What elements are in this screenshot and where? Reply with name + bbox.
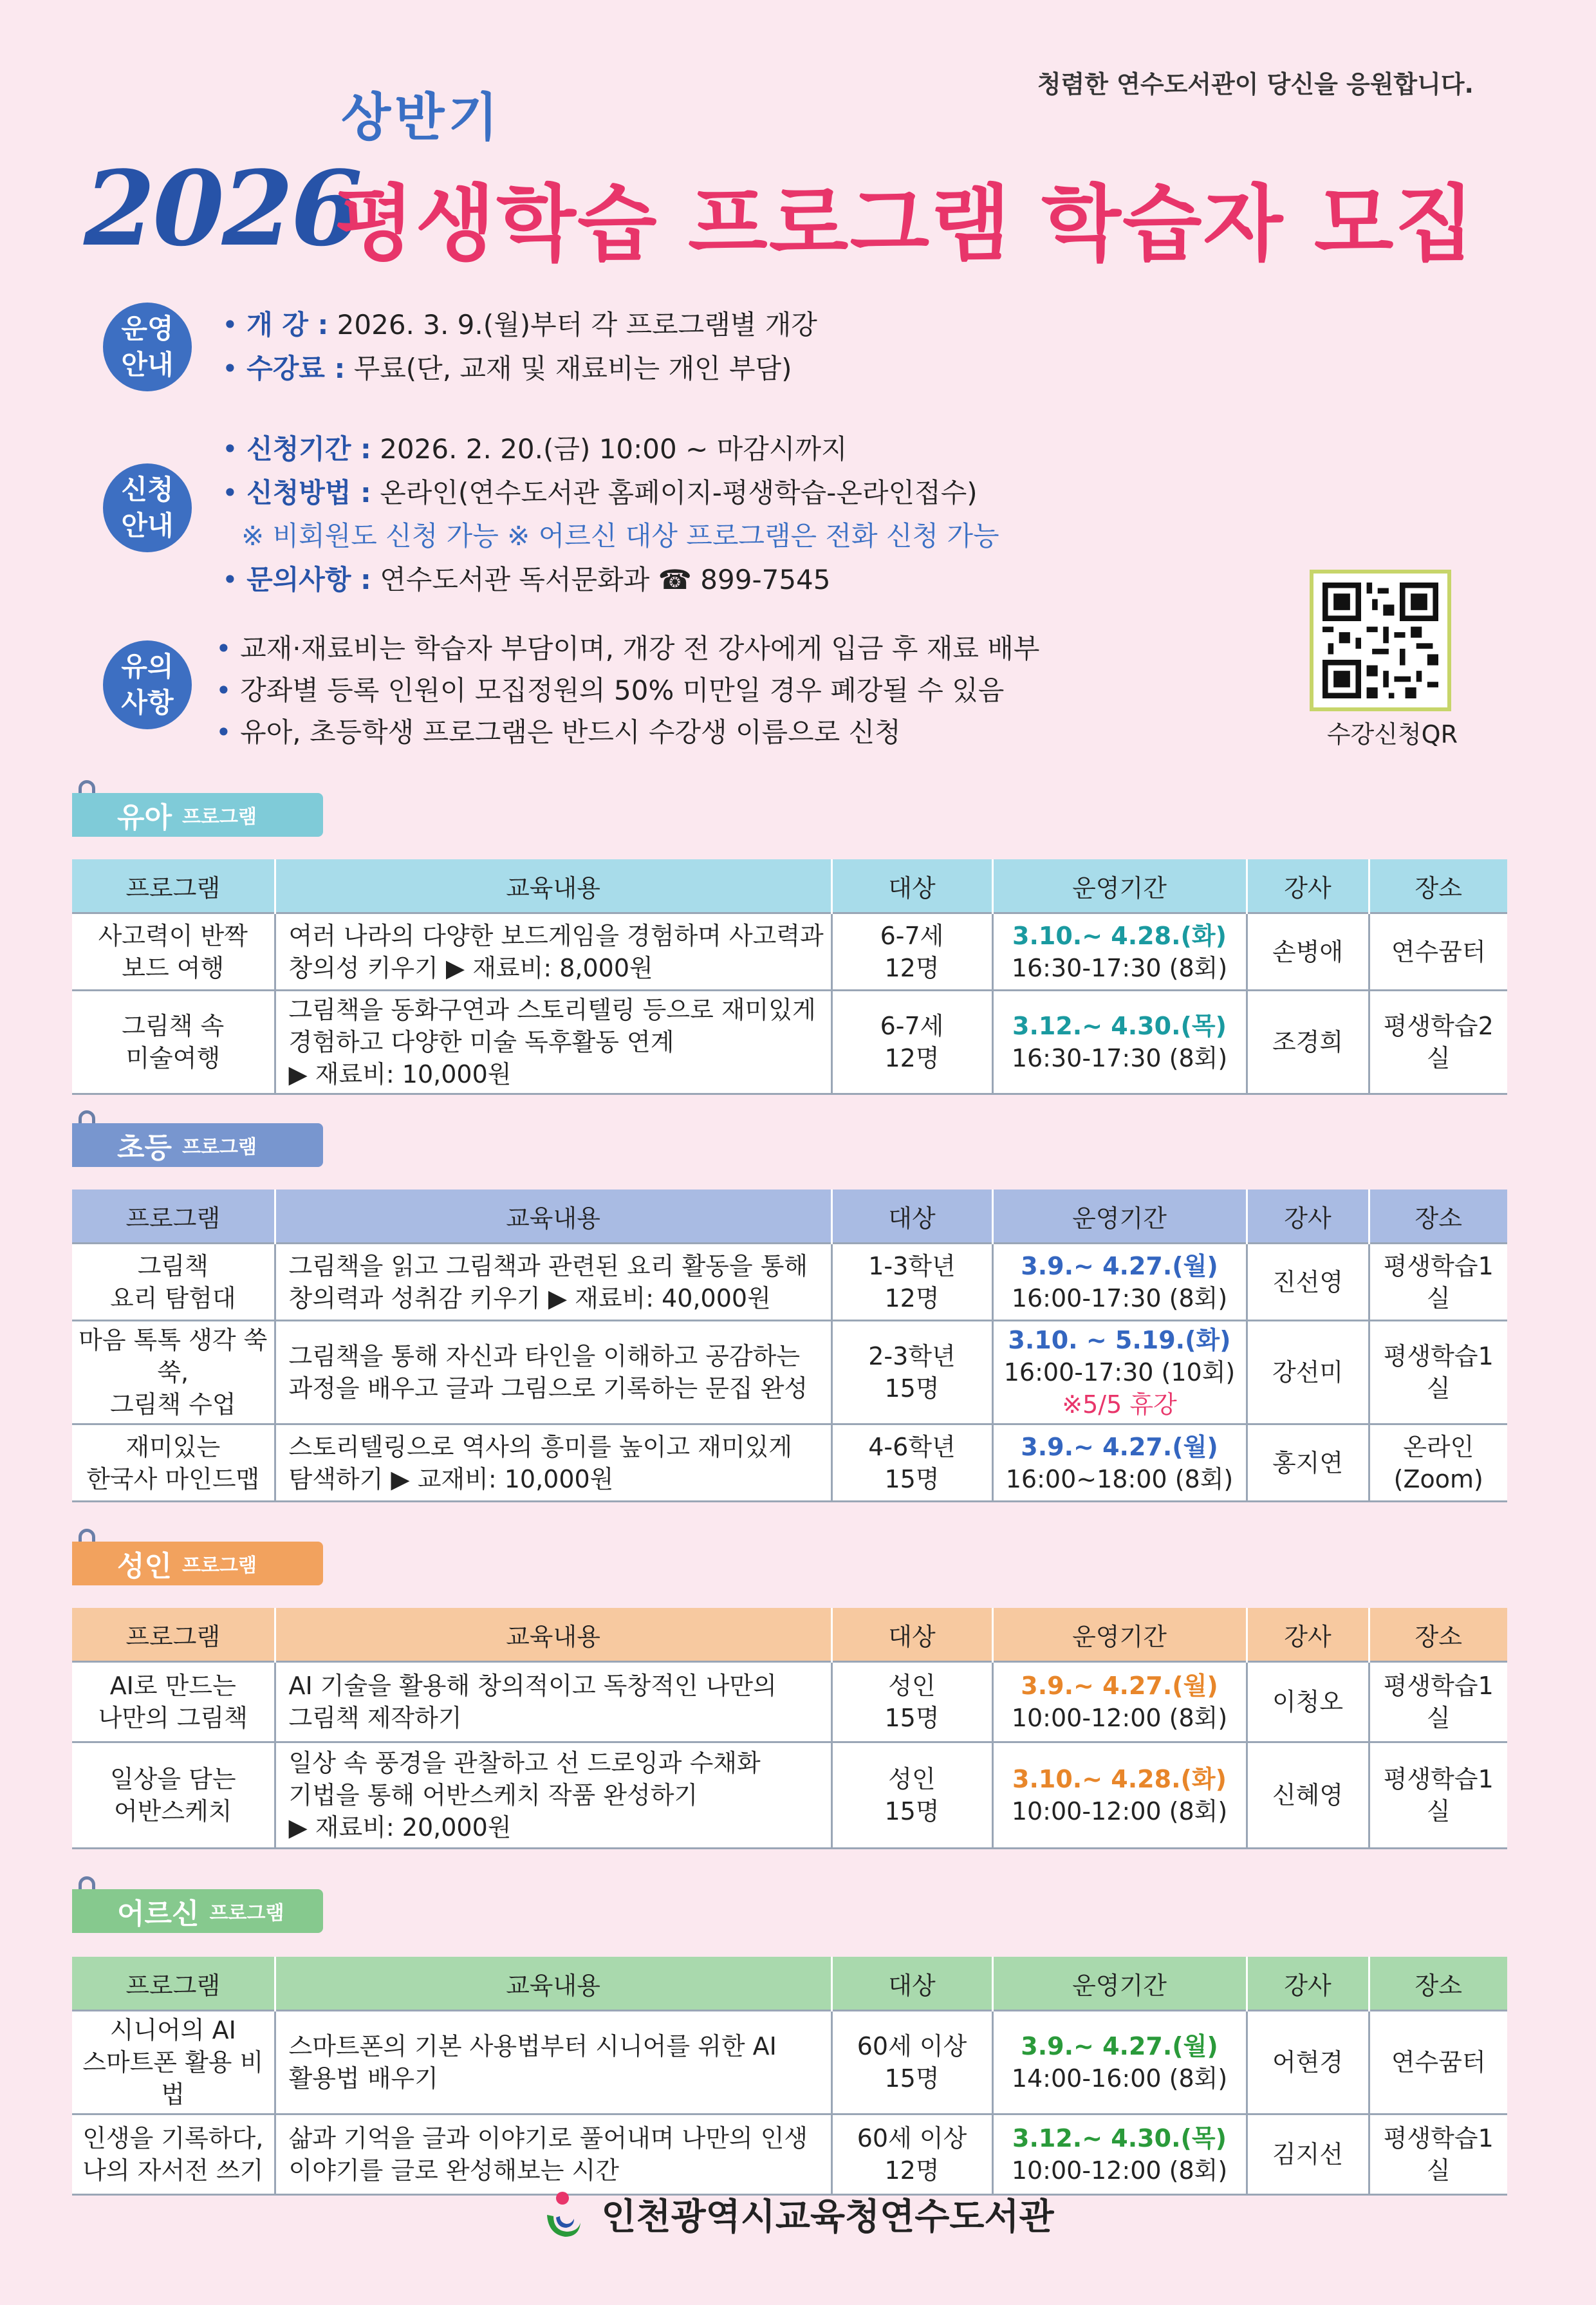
place-cell	[1369, 913, 1507, 991]
program-name-cell	[72, 913, 275, 991]
time-range: 10:00-12:00 (8회)	[1011, 1704, 1228, 1732]
content-cell	[275, 913, 831, 991]
program-name-cell	[72, 1244, 275, 1321]
table-header: 대상	[831, 859, 992, 913]
time-range: 10:00-12:00 (8회)	[1011, 1797, 1228, 1825]
program-name-cell	[72, 1742, 275, 1849]
program-name-line: 요리 탐험대	[109, 1283, 236, 1312]
table-row	[72, 1244, 1507, 1321]
table-header: 강사	[1247, 859, 1369, 913]
content-cell	[275, 1662, 831, 1742]
target-cell	[831, 991, 992, 1094]
table-row	[72, 2114, 1507, 2195]
target-line: 성인	[888, 1672, 936, 1700]
page-title: 평생학습 프로그램 학습자 모집	[335, 176, 1476, 272]
table-header: 강사	[1247, 1957, 1369, 2011]
content-line: 창의성 키우기 ▶ 재료비: 8,000원	[288, 953, 653, 982]
table-header: 장소	[1369, 1957, 1507, 2011]
table-row	[72, 1662, 1507, 1742]
teacher-name: 홍지연	[1272, 1448, 1344, 1477]
table-header: 강사	[1247, 1608, 1369, 1662]
period-cell	[992, 2011, 1247, 2114]
program-name-line: 시니어의 AI	[109, 2016, 236, 2044]
date-range: 3.9.~ 4.27.(월)	[1021, 2032, 1218, 2060]
teacher-name: 진선영	[1272, 1267, 1344, 1296]
teacher-cell	[1247, 1321, 1369, 1424]
content-cell	[275, 2011, 831, 2114]
holiday-note: ※5/5 휴강	[1062, 1390, 1177, 1419]
period-cell	[992, 2114, 1247, 2195]
section-tag-sublabel: 프로그램	[182, 806, 257, 828]
caution-badge: 유의 사항	[103, 640, 192, 729]
target-line: 6-7세	[880, 1012, 944, 1040]
time-range: 16:00~18:00 (8회)	[1005, 1464, 1234, 1493]
place-cell	[1369, 1424, 1507, 1502]
place-name: 연수꿈터	[1391, 937, 1486, 966]
table-header: 장소	[1369, 859, 1507, 913]
content-cell	[275, 1244, 831, 1321]
target-line: 2-3학년	[868, 1342, 956, 1370]
year-title: 2026	[84, 148, 360, 269]
content-line: 그림책을 동화구연과 스토리텔링 등으로 재미있게	[288, 996, 816, 1024]
place-cell	[1369, 2114, 1507, 2195]
program-name-line: 미술여행	[125, 1044, 221, 1072]
teacher-name: 이청오	[1272, 1688, 1344, 1716]
table-header: 운영기간	[992, 1957, 1247, 2011]
content-line: AI 기술을 활용해 창의적이고 독창적인 나만의	[288, 1672, 777, 1700]
period-cell	[992, 1244, 1247, 1321]
place-cell	[1369, 2011, 1507, 2114]
teacher-cell	[1247, 1742, 1369, 1849]
qr-code[interactable]	[1310, 570, 1451, 711]
table-row	[72, 2011, 1507, 2114]
apply-badge: 신청 안내	[103, 463, 192, 552]
table-header: 프로그램	[72, 1190, 275, 1244]
content-line: 이야기를 글로 완성해보는 시간	[288, 2156, 619, 2185]
teacher-cell	[1247, 913, 1369, 991]
program-name-line: 나만의 그림책	[98, 1704, 248, 1732]
place-name: 평생학습2실	[1383, 1012, 1494, 1072]
period-cell	[992, 1662, 1247, 1742]
program-name-cell	[72, 2114, 275, 2195]
qr-label: 수강신청QR	[1326, 720, 1458, 749]
content-cell	[275, 991, 831, 1094]
program-name-line: 그림책 수업	[109, 1390, 236, 1419]
date-range: 3.9.~ 4.27.(월)	[1021, 1432, 1218, 1461]
program-name-line: 보드 여행	[122, 953, 225, 982]
content-line: 그림책을 읽고 그림책과 관련된 요리 활동을 통해	[288, 1251, 808, 1280]
place-cell	[1369, 991, 1507, 1094]
teacher-name: 김지선	[1272, 2140, 1344, 2169]
program-name-cell	[72, 991, 275, 1094]
period-cell	[992, 1742, 1247, 1849]
target-line: 60세 이상	[857, 2124, 967, 2152]
library-logo-icon	[542, 2189, 583, 2239]
table-header: 운영기간	[992, 1608, 1247, 1662]
table-header: 프로그램	[72, 1957, 275, 2011]
program-name-line: 사고력이 반짝	[98, 921, 248, 950]
content-line: 활용법 배우기	[288, 2064, 438, 2093]
footer: 인천광역시교육청연수도서관	[0, 2188, 1596, 2240]
place-cell	[1369, 1321, 1507, 1424]
capacity-line: 12명	[884, 1283, 940, 1312]
capacity-line: 15명	[884, 2064, 940, 2093]
content-line: ▶ 재료비: 20,000원	[288, 1813, 512, 1842]
target-line: 1-3학년	[868, 1251, 956, 1280]
table-header: 운영기간	[992, 859, 1247, 913]
table-header: 교육내용	[275, 1957, 831, 2011]
program-name-line: 그림책 속	[122, 1012, 225, 1040]
capacity-line: 12명	[884, 953, 940, 982]
place-cell	[1369, 1742, 1507, 1849]
program-name-line: 그림책	[137, 1251, 209, 1280]
time-range: 16:30-17:30 (8회)	[1011, 1044, 1228, 1072]
table-header: 교육내용	[275, 859, 831, 913]
subtitle: 상반기	[341, 88, 502, 147]
teacher-name: 신혜영	[1272, 1781, 1344, 1809]
teacher-cell	[1247, 991, 1369, 1094]
date-range: 3.10.~ 4.28.(화)	[1012, 921, 1227, 950]
table-header: 프로그램	[72, 1608, 275, 1662]
target-line: 성인	[888, 1765, 936, 1793]
place-name: 평생학습1실	[1383, 2124, 1494, 2185]
qr-code-icon	[1322, 583, 1438, 698]
period-cell	[992, 1321, 1247, 1424]
target-cell	[831, 1244, 992, 1321]
program-name-cell	[72, 2011, 275, 2114]
section-tag-label: 초등	[117, 1132, 172, 1164]
place-name: 평생학습1실	[1383, 1342, 1494, 1403]
target-cell	[831, 1321, 992, 1424]
content-line: ▶ 재료비: 10,000원	[288, 1060, 512, 1088]
program-name-line: 어반스케치	[113, 1797, 232, 1825]
time-range: 14:00-16:00 (8회)	[1011, 2064, 1228, 2093]
teacher-cell	[1247, 1662, 1369, 1742]
program-name-line: 마음 톡톡 생각 쑥쑥,	[79, 1326, 268, 1386]
table-header: 강사	[1247, 1190, 1369, 1244]
table-header: 장소	[1369, 1190, 1507, 1244]
teacher-cell	[1247, 2114, 1369, 2195]
time-range: 16:00-17:30 (10회)	[1003, 1358, 1236, 1386]
date-range: 3.12.~ 4.30.(목)	[1012, 1012, 1227, 1040]
capacity-line: 12명	[884, 1044, 940, 1072]
program-name-cell	[72, 1424, 275, 1502]
caution-line-2: • 강좌별 등록 인원이 모집정원의 50% 미만일 경우 폐강될 수 있음	[216, 675, 1005, 706]
target-cell	[831, 1662, 992, 1742]
target-line: 6-7세	[880, 921, 944, 950]
table-header: 프로그램	[72, 859, 275, 913]
content-cell	[275, 1424, 831, 1502]
table-header: 운영기간	[992, 1190, 1247, 1244]
time-range: 10:00-12:00 (8회)	[1011, 2156, 1228, 2185]
program-name-line: 재미있는	[125, 1432, 221, 1461]
period-cell	[992, 1424, 1247, 1502]
program-name-line: 인생을 기록하다,	[82, 2124, 264, 2152]
program-name-line: 나의 자서전 쓰기	[82, 2156, 264, 2185]
program-name-line: AI로 만드는	[109, 1672, 236, 1700]
program-name-line: 한국사 마인드맵	[86, 1464, 260, 1493]
content-cell	[275, 1742, 831, 1849]
caution-line-3: • 유아, 초등학생 프로그램은 반드시 수강생 이름으로 신청	[216, 716, 901, 748]
section-tag-label: 성인	[117, 1550, 172, 1583]
capacity-line: 15명	[884, 1374, 940, 1403]
content-line: 삶과 기억을 글과 이야기로 풀어내며 나만의 인생	[288, 2124, 808, 2152]
program-table-adult	[72, 1608, 1507, 1849]
section-tag-label: 어르신	[117, 1898, 200, 1930]
section-tag-sublabel: 프로그램	[182, 1554, 257, 1577]
place-name: 연수꿈터	[1391, 2048, 1486, 2076]
content-line: 스토리텔링으로 역사의 흥미를 높이고 재미있게	[288, 1432, 792, 1461]
program-table-infant	[72, 859, 1507, 1095]
target-line: 60세 이상	[857, 2032, 967, 2060]
table-header: 교육내용	[275, 1608, 831, 1662]
date-range: 3.12.~ 4.30.(목)	[1012, 2124, 1227, 2152]
program-name-line: 스마트폰 활용 비법	[82, 2048, 264, 2109]
place-cell	[1369, 1244, 1507, 1321]
apply-method-line: • 신청방법 : 온라인(연수도서관 홈페이지-평생학습-온라인접수)	[222, 477, 978, 509]
program-table-senior	[72, 1957, 1507, 2196]
content-line: 탐색하기 ▶ 교재비: 10,000원	[288, 1464, 614, 1493]
date-range: 3.9.~ 4.27.(월)	[1021, 1672, 1218, 1700]
teacher-name: 손병애	[1272, 937, 1344, 966]
place-name: 평생학습1실	[1383, 1251, 1494, 1312]
capacity-line: 12명	[884, 2156, 940, 2185]
section-tag-senior	[72, 1889, 323, 1933]
content-cell	[275, 2114, 831, 2195]
content-line: 여러 나라의 다양한 보드게임을 경험하며 사고력과	[288, 921, 824, 950]
time-range: 16:30-17:30 (8회)	[1011, 953, 1228, 982]
table-row	[72, 1742, 1507, 1849]
content-line: 창의력과 성취감 키우기 ▶ 재료비: 40,000원	[288, 1283, 771, 1312]
target-cell	[831, 2114, 992, 2195]
date-range: 3.9.~ 4.27.(월)	[1021, 1251, 1218, 1280]
table-header: 장소	[1369, 1608, 1507, 1662]
operation-badge: 운영 안내	[103, 303, 192, 391]
content-line: 기법을 통해 어반스케치 작품 완성하기	[288, 1781, 698, 1809]
capacity-line: 15명	[884, 1797, 940, 1825]
section-tag-sublabel: 프로그램	[209, 1902, 284, 1925]
place-name: 평생학습1실	[1383, 1765, 1494, 1825]
content-line: 스마트폰의 기본 사용법부터 시니어를 위한 AI	[288, 2032, 777, 2060]
section-tag-label: 유아	[117, 801, 172, 834]
content-line: 일상 속 풍경을 관찰하고 선 드로잉과 수채화	[288, 1749, 761, 1777]
teacher-name: 조경희	[1272, 1028, 1344, 1056]
period-cell	[992, 913, 1247, 991]
teacher-cell	[1247, 1244, 1369, 1321]
capacity-line: 15명	[884, 1704, 940, 1732]
program-name-cell	[72, 1662, 275, 1742]
section-tag-infant	[72, 793, 323, 837]
apply-period-line: • 신청기간 : 2026. 2. 20.(금) 10:00 ~ 마감시까지	[222, 433, 848, 465]
teacher-cell	[1247, 1424, 1369, 1502]
teacher-cell	[1247, 2011, 1369, 2114]
target-line: 4-6학년	[868, 1432, 956, 1461]
content-cell	[275, 1321, 831, 1424]
slogan: 청렴한 연수도서관이 당신을 응원합니다.	[1037, 70, 1474, 98]
section-tag-elementary	[72, 1123, 323, 1167]
table-row	[72, 1321, 1507, 1424]
content-line: 경험하고 다양한 미술 독후활동 연계	[288, 1028, 674, 1056]
section-tag-adult	[72, 1542, 323, 1585]
program-table-elementary	[72, 1190, 1507, 1502]
target-cell	[831, 913, 992, 991]
program-name-line: 일상을 담는	[109, 1765, 236, 1793]
table-row	[72, 1424, 1507, 1502]
table-row	[72, 991, 1507, 1094]
place-cell	[1369, 1662, 1507, 1742]
time-range: 16:00-17:30 (8회)	[1011, 1283, 1228, 1312]
capacity-line: 15명	[884, 1464, 940, 1493]
program-name-cell	[72, 1321, 275, 1424]
table-header: 대상	[831, 1190, 992, 1244]
apply-note: ※ 비회원도 신청 가능 ※ 어르신 대상 프로그램은 전화 신청 가능	[241, 520, 999, 552]
table-header: 대상	[831, 1957, 992, 2011]
fee-line: • 수강료 : 무료(단, 교재 및 재료비는 개인 부담)	[222, 353, 792, 384]
target-cell	[831, 1742, 992, 1849]
content-line: 과정을 배우고 글과 그림으로 기록하는 문집 완성	[288, 1374, 808, 1403]
content-line: 그림책을 통해 자신과 타인을 이해하고 공감하는	[288, 1342, 801, 1370]
target-cell	[831, 1424, 992, 1502]
table-header: 교육내용	[275, 1190, 831, 1244]
target-cell	[831, 2011, 992, 2114]
opening-line: • 개 강 : 2026. 3. 9.(월)부터 각 프로그램별 개강	[222, 309, 817, 341]
place-name: 평생학습1실	[1383, 1672, 1494, 1732]
caution-line-1: • 교재·재료비는 학습자 부담이며, 개강 전 강사에게 입금 후 재료 배부	[216, 633, 1040, 664]
content-line: 그림책 제작하기	[288, 1704, 462, 1732]
period-cell	[992, 991, 1247, 1094]
date-range: 3.10. ~ 5.19.(화)	[1008, 1326, 1231, 1354]
date-range: 3.10.~ 4.28.(화)	[1012, 1765, 1227, 1793]
section-tag-sublabel: 프로그램	[182, 1136, 257, 1159]
table-header: 대상	[831, 1608, 992, 1662]
teacher-name: 강선미	[1272, 1358, 1344, 1386]
place-name: 온라인 (Zoom)	[1393, 1432, 1483, 1493]
table-row	[72, 913, 1507, 991]
inquiry-line: • 문의사항 : 연수도서관 독서문화과 ☎ 899-7545	[222, 564, 831, 595]
teacher-name: 어현경	[1272, 2048, 1344, 2076]
